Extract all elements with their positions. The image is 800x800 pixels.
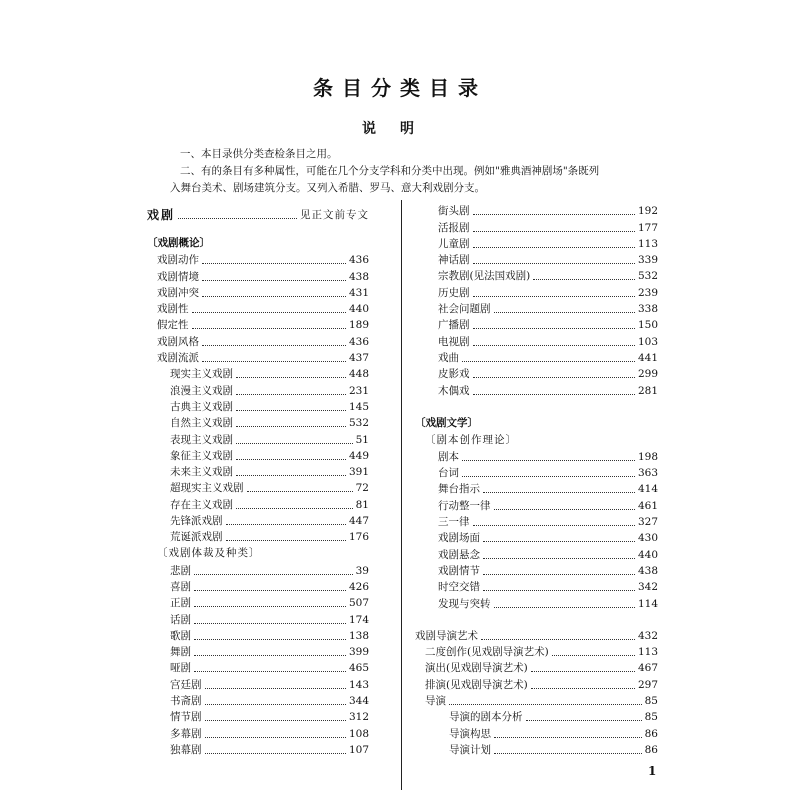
list-item (147, 644, 369, 660)
entry-page: 344 (348, 695, 369, 708)
list-item (415, 252, 658, 268)
leader-dots (462, 476, 635, 477)
entry-label: 行动整一律 (438, 499, 491, 512)
leader-dots (483, 541, 635, 542)
leader-dots (202, 361, 346, 362)
entry-label: 戏剧性 (157, 303, 189, 316)
list-item (147, 448, 369, 464)
entry-page: 436 (348, 254, 369, 267)
entry-page: 39 (355, 564, 369, 577)
entry-daoyan-yishu (415, 628, 658, 644)
list-item (147, 382, 369, 398)
entry-page: 391 (348, 466, 369, 479)
entry-page: 174 (348, 613, 369, 626)
entry-label: 现实主义戏剧 (170, 368, 233, 381)
entry-label: 历史剧 (438, 286, 470, 299)
list-item (147, 252, 369, 268)
leader-dots (483, 492, 635, 493)
entry-label: 表现主义戏剧 (170, 433, 233, 446)
list-item (415, 268, 658, 284)
entry-page: 108 (348, 727, 369, 740)
leader-dots (194, 655, 346, 656)
entry-page: 297 (637, 678, 658, 691)
leader-dots (205, 720, 346, 721)
entry-label: 戏剧悬念 (438, 548, 480, 561)
entry-label: 戏剧风格 (157, 335, 199, 348)
list-item (147, 480, 369, 496)
entry-label: 导演构思 (449, 727, 491, 740)
leader-dots (552, 655, 635, 656)
section-heading-wenxue: 〔戏剧文学〕 (415, 416, 478, 429)
leader-dots (494, 753, 642, 754)
leader-dots (226, 524, 346, 525)
entry-label: 戏剧场面 (438, 532, 480, 545)
entry-page: 431 (348, 286, 369, 299)
leader-dots (236, 443, 353, 444)
entry-page: 327 (637, 516, 658, 529)
entry-page: 438 (637, 564, 658, 577)
list-item (147, 513, 369, 529)
leader-dots (494, 607, 635, 608)
entry-page: 437 (348, 352, 369, 365)
leader-dots (236, 508, 353, 509)
entry-label: 戏剧 (147, 208, 176, 222)
section-heading-chuangzuo: 〔剧本创作理论〕 (425, 433, 517, 446)
entry-page: 72 (355, 482, 369, 495)
gailun-list (147, 252, 369, 366)
entry-page: 312 (348, 711, 369, 724)
entry-label: 戏剧情节 (438, 564, 480, 577)
list-item (147, 301, 369, 317)
entry-label: 二度创作(见戏剧导演艺术) (425, 646, 549, 659)
leader-dots (205, 688, 346, 689)
entry-label: 导演计划 (449, 743, 491, 756)
list-item (415, 481, 658, 497)
entry-page: 150 (637, 319, 658, 332)
leader-dots (202, 280, 346, 281)
entry-label: 戏剧导演艺术 (415, 629, 478, 642)
list-item (147, 496, 369, 512)
leader-dots (526, 720, 642, 721)
page-title: 条目分类目录 (313, 76, 487, 100)
entry-label: 发现与突转 (438, 597, 491, 610)
leader-dots (473, 394, 635, 395)
entry-label: 独幕剧 (170, 743, 202, 756)
entry-page: 81 (355, 498, 369, 511)
entry-page: 426 (348, 580, 369, 593)
entry-page: 507 (348, 597, 369, 610)
leader-dots (205, 704, 346, 705)
entry-label: 台词 (438, 467, 459, 480)
list-item (415, 301, 658, 317)
entry-page: 177 (637, 221, 658, 234)
list-item (415, 595, 658, 611)
list-item (147, 399, 369, 415)
leader-dots (194, 574, 353, 575)
entry-page: 见正文前专文 (300, 209, 369, 221)
list-item (415, 579, 658, 595)
entry-page: 447 (348, 515, 369, 528)
entry-page: 138 (348, 629, 369, 642)
entry-label: 戏曲 (438, 351, 459, 364)
leader-dots (205, 753, 346, 754)
list-item (147, 415, 369, 431)
entry-label: 象征主义戏剧 (170, 449, 233, 462)
entry-page: 438 (348, 270, 369, 283)
entry-label: 电视剧 (438, 335, 470, 348)
list-item (147, 676, 369, 692)
list-item (147, 333, 369, 349)
entry-label: 演出(见戏剧导演艺术) (425, 662, 528, 675)
entry-page: 299 (637, 368, 658, 381)
leader-dots (473, 377, 635, 378)
list-item (415, 465, 658, 481)
entry-label: 戏剧流派 (157, 352, 199, 365)
entry-label: 戏剧冲突 (157, 286, 199, 299)
entry-page: 338 (637, 303, 658, 316)
note-line-2: 二、有的条目有多种属性，可能在几个分支学科和分类中出现。例如"雅典酒神剧场"条既列 (180, 165, 600, 177)
list-item (415, 333, 658, 349)
leader-dots (236, 475, 346, 476)
leader-dots (473, 231, 635, 232)
list-item (147, 725, 369, 741)
entry-label: 舞台指示 (438, 483, 480, 496)
list-item (147, 595, 369, 611)
entry-page: 339 (637, 254, 658, 267)
list-item (147, 742, 369, 758)
list-item (147, 562, 369, 578)
ticai-list (147, 562, 369, 758)
entry-label: 超现实主义戏剧 (170, 482, 244, 495)
entry-page: 86 (644, 743, 658, 756)
list-item (415, 530, 658, 546)
leader-dots (236, 410, 346, 411)
list-item (415, 563, 658, 579)
entry-label: 多幕剧 (170, 727, 202, 740)
list-item (415, 284, 658, 300)
entry-label: 导演的剧本分析 (449, 711, 523, 724)
entry-page: 86 (644, 727, 658, 740)
leader-dots (236, 426, 346, 427)
entry-page: 198 (637, 450, 658, 463)
entry-label: 神话剧 (438, 254, 470, 267)
list-item (415, 676, 658, 692)
page-number: 1 (648, 764, 657, 778)
entry-page: 143 (348, 678, 369, 691)
note-line-3: 入舞台美术、剧场建筑分支。又列入希腊、罗马、意大利戏剧分支。 (170, 182, 485, 194)
list-item (147, 268, 369, 284)
list-item (415, 350, 658, 366)
entry-label: 街头剧 (438, 205, 470, 218)
leader-dots (483, 558, 635, 559)
entry-label: 皮影戏 (438, 368, 470, 381)
entry-page: 239 (637, 286, 658, 299)
entry-label: 排演(见戏剧导演艺术) (425, 678, 528, 691)
leader-dots (178, 218, 297, 219)
entry-label: 戏剧动作 (157, 254, 199, 267)
list-item (147, 660, 369, 676)
entry-page: 461 (637, 499, 658, 512)
entry-label: 先锋派戏剧 (170, 515, 223, 528)
list-item (415, 203, 658, 219)
list-item (147, 709, 369, 725)
entry-page: 189 (348, 319, 369, 332)
entry-label: 假定性 (157, 319, 189, 332)
list-item (415, 514, 658, 530)
entry-page: 449 (348, 449, 369, 462)
leader-dots (194, 606, 346, 607)
list-item (415, 742, 658, 758)
entry-page: 231 (348, 384, 369, 397)
entry-page: 441 (637, 351, 658, 364)
list-item (415, 709, 658, 725)
entry-label: 三一律 (438, 516, 470, 529)
daoyan-sub-list (415, 709, 658, 758)
leader-dots (236, 459, 346, 460)
entry-page: 192 (637, 205, 658, 218)
entry-page: 107 (348, 743, 369, 756)
entry-page: 342 (637, 581, 658, 594)
entry-label: 喜剧 (170, 580, 191, 593)
leader-dots (494, 737, 642, 738)
list-item (415, 546, 658, 562)
leader-dots (473, 525, 635, 526)
entry-page: 430 (637, 532, 658, 545)
entry-page: 103 (637, 335, 658, 348)
list-item (147, 431, 369, 447)
list-item (415, 693, 658, 709)
list-item (147, 366, 369, 382)
entry-page: 467 (637, 662, 658, 675)
entry-page: 432 (637, 629, 658, 642)
list-item (147, 529, 369, 545)
section-heading-ticai: 〔戏剧体裁及种类〕 (157, 547, 261, 560)
entry-label: 哑剧 (170, 662, 191, 675)
section-subtitle: 说明 (362, 121, 438, 137)
leader-dots (194, 623, 346, 624)
leader-dots (192, 312, 346, 313)
list-item (147, 350, 369, 366)
list-item (415, 725, 658, 741)
leader-dots (236, 377, 346, 378)
entry-label: 时空交错 (438, 581, 480, 594)
main-entry-xiju (147, 203, 369, 223)
entry-page: 176 (348, 531, 369, 544)
entry-label: 荒诞派戏剧 (170, 531, 223, 544)
section-heading-gailun: 〔戏剧概论〕 (147, 237, 210, 249)
note-line-1: 一、本目录供分类查检条目之用。 (180, 148, 338, 160)
leader-dots (533, 279, 635, 280)
leader-dots (192, 328, 346, 329)
entry-label: 未来主义戏剧 (170, 466, 233, 479)
entry-page: 532 (348, 417, 369, 430)
list-item (415, 219, 658, 235)
leader-dots (202, 345, 346, 346)
entry-page: 414 (637, 483, 658, 496)
entry-page: 399 (348, 646, 369, 659)
leader-dots (462, 460, 635, 461)
entry-label: 自然主义戏剧 (170, 417, 233, 430)
list-item (147, 611, 369, 627)
entry-page: 113 (637, 646, 658, 659)
entry-label: 广播剧 (438, 319, 470, 332)
leader-dots (473, 296, 635, 297)
entry-label: 情节剧 (170, 711, 202, 724)
list-item (147, 464, 369, 480)
entry-label: 歌剧 (170, 629, 191, 642)
list-item (415, 366, 658, 382)
entry-page: 465 (348, 662, 369, 675)
entry-page: 448 (348, 368, 369, 381)
leader-dots (205, 737, 346, 738)
leader-dots (473, 214, 635, 215)
entry-page: 532 (637, 270, 658, 283)
leader-dots (194, 639, 346, 640)
entry-label: 舞剧 (170, 646, 191, 659)
entry-label: 悲剧 (170, 564, 191, 577)
leader-dots (483, 590, 635, 591)
daoyan-list (415, 644, 658, 709)
list-item (415, 644, 658, 660)
list-item (147, 579, 369, 595)
entry-page: 440 (637, 548, 658, 561)
entry-label: 存在主义戏剧 (170, 498, 233, 511)
entry-page: 440 (348, 303, 369, 316)
entry-page: 436 (348, 335, 369, 348)
list-item (415, 497, 658, 513)
right-column (415, 203, 658, 758)
entry-label: 话剧 (170, 613, 191, 626)
leader-dots (473, 247, 635, 248)
entry-page: 85 (644, 711, 658, 724)
entry-label: 正剧 (170, 597, 191, 610)
list-item (147, 628, 369, 644)
entry-label: 导演 (425, 695, 446, 708)
liupai-list (147, 366, 369, 545)
list-item (147, 317, 369, 333)
entry-page: 363 (637, 467, 658, 480)
left-column (147, 203, 369, 758)
leader-dots (247, 491, 353, 492)
leader-dots (531, 688, 635, 689)
entry-page: 51 (355, 433, 369, 446)
entry-label: 宫廷剧 (170, 678, 202, 691)
leader-dots (236, 394, 346, 395)
leader-dots (494, 509, 635, 510)
leader-dots (481, 639, 635, 640)
leader-dots (494, 312, 635, 313)
list-item (147, 285, 369, 301)
entry-page: 113 (637, 237, 658, 250)
entry-label: 活报剧 (438, 221, 470, 234)
leader-dots (226, 540, 346, 541)
leader-dots (202, 296, 346, 297)
leader-dots (202, 263, 346, 264)
list-item (415, 317, 658, 333)
leader-dots (473, 263, 635, 264)
leader-dots (531, 671, 635, 672)
entry-label: 社会问题剧 (438, 303, 491, 316)
entry-page: 114 (637, 597, 658, 610)
entry-label: 宗教剧(见法国戏剧) (438, 270, 531, 283)
leader-dots (194, 590, 346, 591)
leader-dots (449, 704, 642, 705)
leader-dots (473, 328, 635, 329)
entry-page: 281 (637, 384, 658, 397)
list-item (415, 382, 658, 398)
entry-label: 浪漫主义戏剧 (170, 384, 233, 397)
entry-label: 剧本 (438, 450, 459, 463)
entry-label: 戏剧情境 (157, 270, 199, 283)
leader-dots (194, 671, 346, 672)
leader-dots (473, 345, 635, 346)
list-item (147, 693, 369, 709)
entry-page: 85 (644, 695, 658, 708)
list-item (415, 236, 658, 252)
ticai-continued-list (415, 203, 658, 399)
column-divider (401, 200, 402, 790)
entry-page: 145 (348, 400, 369, 413)
list-item (415, 660, 658, 676)
entry-label: 木偶戏 (438, 384, 470, 397)
entry-label: 古典主义戏剧 (170, 400, 233, 413)
leader-dots (483, 574, 635, 575)
entry-label: 儿童剧 (438, 237, 470, 250)
chuangzuo-list (415, 449, 658, 612)
entry-label: 书斋剧 (170, 695, 202, 708)
list-item (415, 449, 658, 465)
leader-dots (462, 361, 635, 362)
